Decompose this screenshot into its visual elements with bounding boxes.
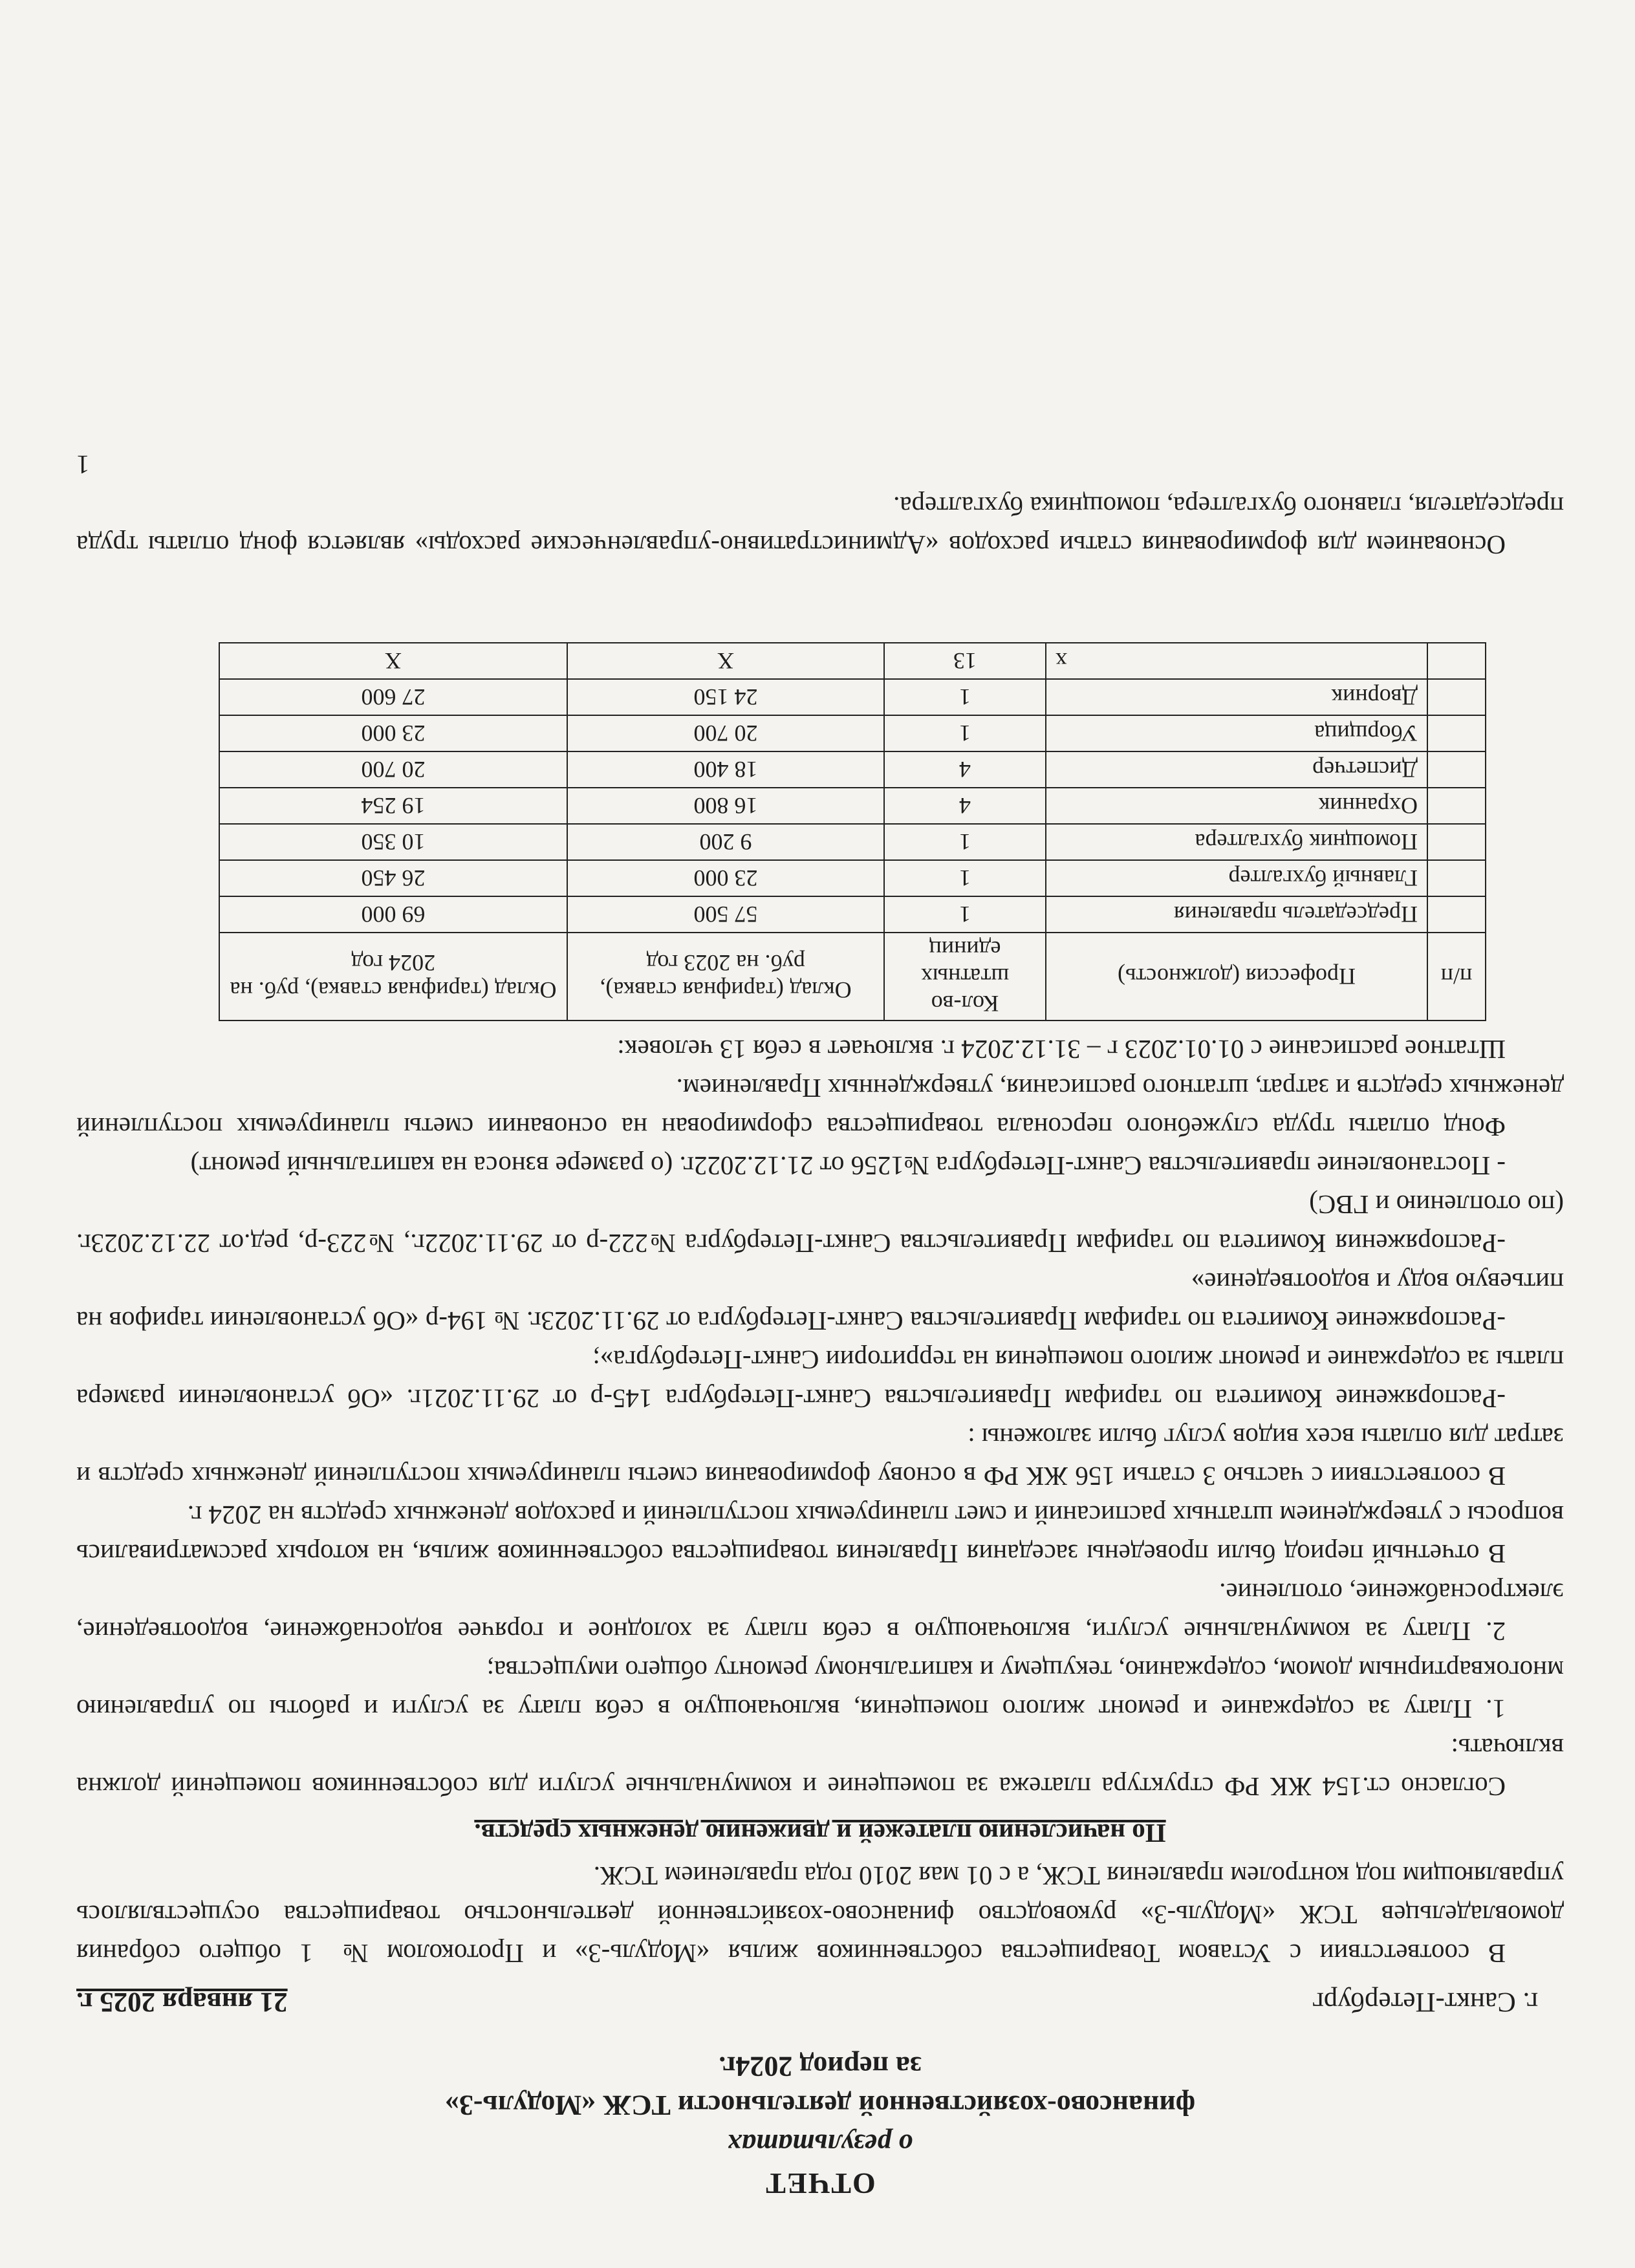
header-count: Кол-во штатных единиц [884,933,1046,1021]
cell-total-profession: x [1046,643,1427,679]
cell-count: 1 [884,896,1046,933]
paragraph: Фонд оплаты труда служебного персонала товарищества сформирован на основании сметы планируемых поступлений денежных средств и затрат, штатного расписания, утвержденных Правлением. [76,1074,1564,1142]
page-footer [76,446,1564,484]
cell-idx [1427,896,1486,933]
paragraph: Основанием для формирования статьи расходов «Административно-управленческие расходы» является фонд оплаты труда председателя, главного бухгалтера, помощника бухгалтера. [76,491,1564,560]
table-total-row [219,643,1486,679]
cell-salary-2023: 9 200 [567,824,884,860]
paragraph: В отчетный период были проведены заседания Правления товарищества собственников жилья, на которых рассматривались вопросы с утверждением штатных расписаний и смет планируемых поступлений и расходов денежных средств на 2024 г. [76,1500,1564,1569]
paragraph: Согласно ст.154 ЖК РФ структура платежа за помещение и коммунальные услуги для собственников помещений должна включать: [76,1733,1564,1802]
table-row [219,679,1486,715]
report-subtitle-1: о результатах [727,2128,913,2160]
cell-count: 1 [884,860,1046,896]
intro-paragraph: В соответствии с Уставом Товарищества собственников жилья «Модуль-3» и Протоколом № 1 общего собрания домовладельцев ТСЖ «Модуль-3» руководство финансово-хозяйственной деятельностью товарищества осуществлялось управляющим под контролем правления ТСЖ, а с 01 мая 2010 года правлением ТСЖ. [76,1861,1564,1969]
cell-total-count: 13 [884,643,1046,679]
cell-salary-2023: 57 500 [567,896,884,933]
report-title: ОТЧЕТ [764,2167,876,2200]
table-row [219,860,1486,896]
cell-salary-2024: 19 254 [219,788,567,824]
cell-profession: Главный бухгалтер [1046,860,1427,896]
cell-profession: Помощник бухгалтера [1046,824,1427,860]
paragraph: 2. Плату за коммунальные услуги, включающую в себя плату за холодное и горячее водоснабжение, водоотведение, электроснабжение, отопление. [76,1578,1564,1647]
section-heading: По начислению платежей и движению денежных средств. [474,1819,1166,1848]
cell-idx [1427,715,1486,751]
table-header-row [219,933,1486,1021]
paragraph: -Распоряжение Комитета по тарифам Правительства Санкт-Петербурга 145-р от 29.11.2021г. «Об установлении размера платы за содержание и ремонт жилого помещения на территории Санкт-Петербурга»; [76,1345,1564,1414]
cell-idx [1427,643,1486,679]
cell-idx [1427,751,1486,788]
cell-count: 4 [884,788,1046,824]
header-idx: п/п [1427,933,1486,1021]
table-row [219,896,1486,933]
paragraph: - Постановление правительства Санкт-Петербурга №1256 от 21.12.2022г. (о размере взноса на капитальный ремонт) [190,1151,1506,1181]
cell-salary-2023: 24 150 [567,679,884,715]
cell-count: 4 [884,751,1046,788]
paragraph: 1. Плату за содержание и ремонт жилого помещения, включающую в себя плату за услуги и работы по управлению многоквартирным домом, содержанию, текущему и капитальному ремонту общего имущества; [76,1656,1564,1724]
cell-profession: Охранник [1046,788,1427,824]
staff-table [219,642,1486,1021]
cell-salary-2023: 18 400 [567,751,884,788]
header-salary-2024: Оклад (тарифная ставка), руб. на 2024 год [219,933,567,1021]
table-row [219,751,1486,788]
report-date: 21 января 2025 г. [76,1987,288,2017]
header-salary-2023: Оклад (тарифная ставка), руб. на 2023 год [567,933,884,1021]
cell-salary-2024: 20 700 [219,751,567,788]
report-subtitle-2: финансово-хозяйственной деятельности ТСЖ «Модуль-3» [444,2090,1196,2121]
cell-salary-2024: 23 000 [219,715,567,751]
report-period: за период 2024г. [719,2051,922,2082]
cell-salary-2024: 10 350 [219,824,567,860]
cell-idx [1427,824,1486,860]
cell-salary-2023: 20 700 [567,715,884,751]
cell-idx [1427,679,1486,715]
table-row [219,715,1486,751]
cell-idx [1427,788,1486,824]
page-number: 1 [76,450,90,480]
paragraph: В соответствии с частью 3 статьи 156 ЖК РФ в основу формирования сметы планируемых поступлений денежных средств и затрат для оплаты всех видов услуг были заложены : [76,1423,1564,1491]
header-profession: Профессия (должность) [1046,933,1427,1021]
cell-total-salary-2023: X [567,643,884,679]
table-row [219,788,1486,824]
cell-count: 1 [884,715,1046,751]
cell-profession: Уборщица [1046,715,1427,751]
dateline [76,1982,1564,2021]
cell-salary-2023: 23 000 [567,860,884,896]
cell-profession: Диспетчер [1046,751,1427,788]
document-page [76,446,1564,2203]
table-row [219,824,1486,860]
paragraph: Штатное расписание с 01.01.2023 г – 31.12.2024 г. включает в себя 13 человек: [617,1035,1506,1064]
cell-idx [1427,860,1486,896]
cell-profession: Председатель правления [1046,896,1427,933]
cell-salary-2024: 27 600 [219,679,567,715]
cell-profession: Дворник [1046,679,1427,715]
paragraph: -Распоряжения Комитета по тарифам Правительства Санкт-Петербурга №222-р от 29.11.2022г., №223-р, ред.от 22.12.2023г.(по отоплению и ГВС) [76,1190,1564,1258]
cell-count: 1 [884,824,1046,860]
cell-salary-2024: 69 000 [219,896,567,933]
cell-total-salary-2024: X [219,643,567,679]
cell-count: 1 [884,679,1046,715]
city: г. Санкт-Петербург [1312,1987,1538,2017]
paragraph: -Распоряжение Комитета по тарифам Правительства Санкт-Петербурга от 29.11.2023г. № 194-р «Об установлении тарифов на питьевую воду и водоотведение» [76,1268,1564,1336]
cell-salary-2024: 26 450 [219,860,567,896]
cell-salary-2023: 16 800 [567,788,884,824]
